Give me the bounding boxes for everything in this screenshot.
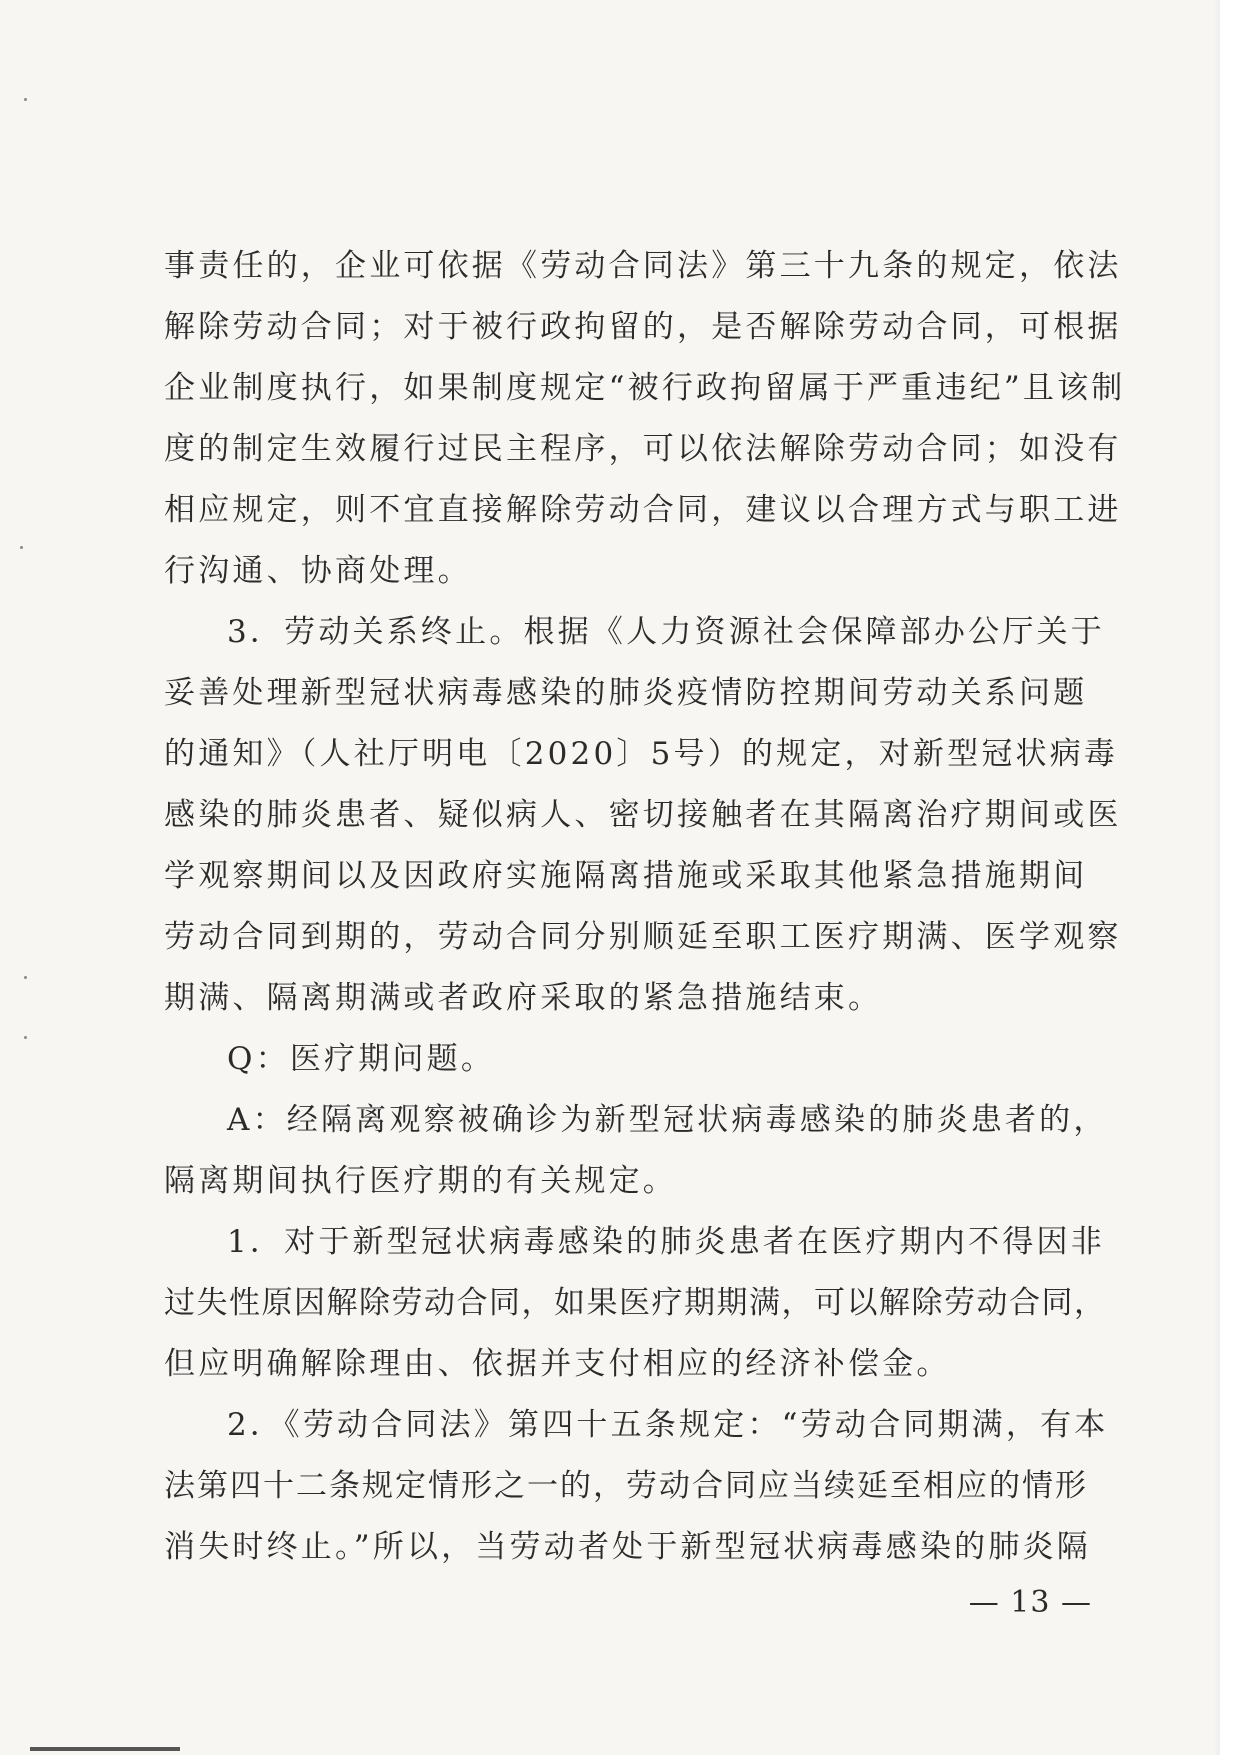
scan-mark	[24, 976, 27, 979]
text-line: 解除劳动合同；对于被行政拘留的，是否解除劳动合同，可根据	[164, 309, 1122, 345]
scan-edge-strip	[30, 1747, 180, 1751]
text-line: 学观察期间以及因政府实施隔离措施或采取其他紧急措施期间	[164, 858, 1088, 894]
text-line: 度的制定生效履行过民主程序，可以依法解除劳动合同；如没有	[164, 431, 1122, 467]
text-line: 过失性原因解除劳动合同，如果医疗期期满，可以解除劳动合同，	[164, 1285, 1107, 1321]
text-line: 劳动合同到期的，劳动合同分别顺延至职工医疗期满、医学观察	[164, 919, 1122, 955]
text-line: 2．《劳动合同法》第四十五条规定：“劳动合同期满，有本	[227, 1407, 1109, 1443]
text-line: 相应规定，则不宜直接解除劳动合同，建议以合理方式与职工进	[164, 492, 1122, 528]
page-edge	[1220, 0, 1240, 1755]
text-line: 消失时终止。”所以，当劳动者处于新型冠状病毒感染的肺炎隔	[164, 1529, 1091, 1565]
scan-mark	[20, 546, 23, 549]
text-line: Q：医疗期问题。	[227, 1041, 496, 1077]
text-line: 1．对于新型冠状病毒感染的肺炎患者在医疗期内不得因非	[227, 1224, 1105, 1260]
text-line: 隔离期间执行医疗期的有关规定。	[164, 1163, 677, 1199]
text-line: A：经隔离观察被确诊为新型冠状病毒感染的肺炎患者的，	[227, 1102, 1108, 1138]
text-line: 3．劳动关系终止。根据《人力资源社会保障部办公厅关于	[227, 614, 1105, 650]
body-text	[164, 236, 1126, 1578]
text-line: 妥善处理新型冠状病毒感染的肺炎疫情防控期间劳动关系问题	[164, 675, 1088, 711]
text-line: 法第四十二条规定情形之一的，劳动合同应当续延至相应的情形	[164, 1468, 1088, 1504]
text-line: 但应明确解除理由、依据并支付相应的经济补偿金。	[164, 1346, 951, 1382]
page-number: — 13 —	[968, 1585, 1092, 1620]
scan-mark	[24, 1036, 27, 1039]
text-line: 期满、隔离期满或者政府采取的紧急措施结束。	[164, 980, 883, 1016]
scan-mark	[24, 98, 27, 101]
text-line: 事责任的，企业可依据《劳动合同法》第三十九条的规定，依法	[164, 248, 1122, 284]
text-line: 行沟通、协商处理。	[164, 553, 472, 589]
text-line: 感染的肺炎患者、疑似病人、密切接触者在其隔离治疗期间或医	[164, 797, 1122, 833]
text-line: 企业制度执行，如果制度规定“被行政拘留属于严重违纪”且该制	[164, 370, 1126, 406]
text-line: 的通知》（人社厅明电〔2020〕5号）的规定，对新型冠状病毒	[164, 736, 1119, 772]
